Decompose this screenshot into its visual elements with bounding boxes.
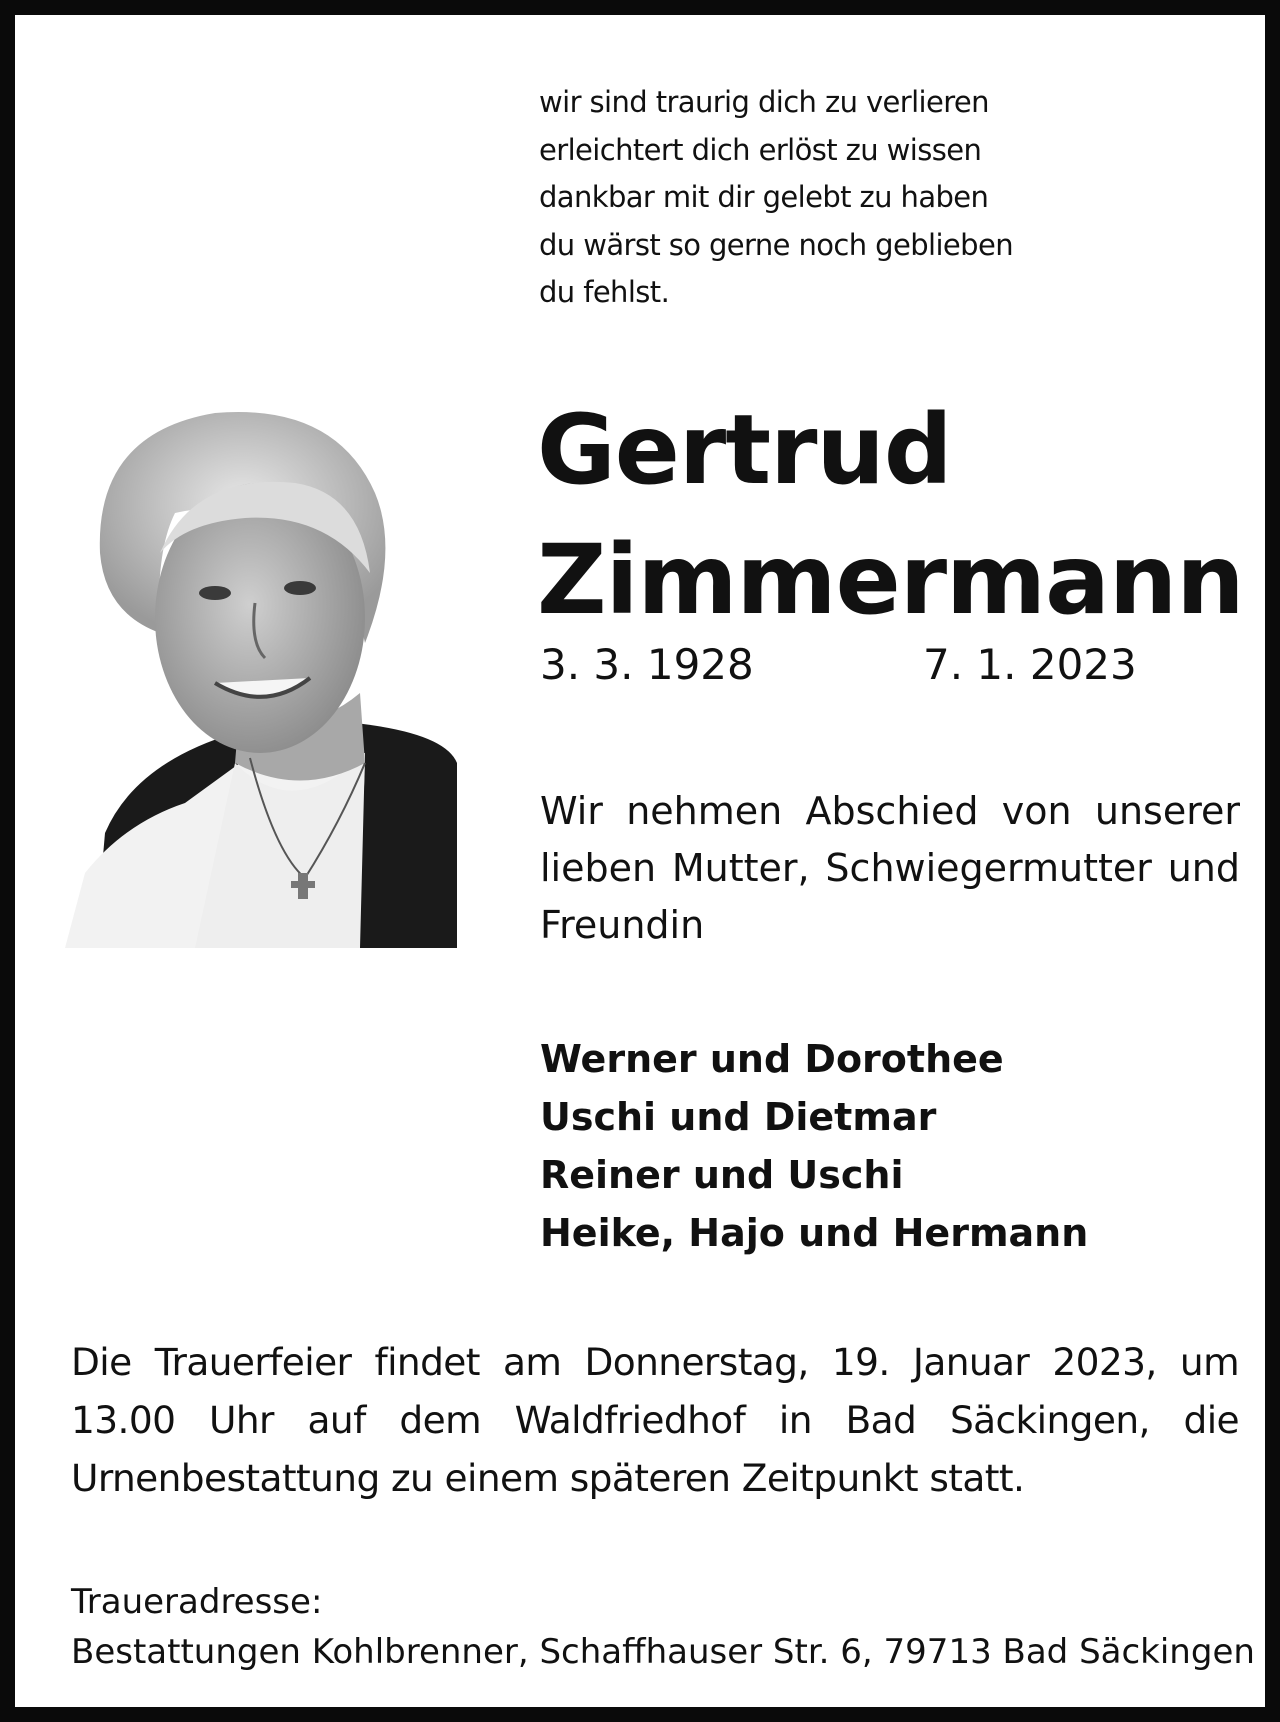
death-date: 7. 1. 2023 — [923, 640, 1137, 689]
mourning-address — [71, 1577, 1255, 1677]
family-member: Uschi und Dietmar — [540, 1095, 937, 1139]
last-name: Zimmermann — [537, 524, 1244, 636]
farewell-text: Wir nehmen Abschied von unserer lieben Mutter, Schwiegermutter und Freundin — [540, 789, 1240, 947]
family-member: Heike, Hajo und Hermann — [540, 1211, 1089, 1255]
deceased-name — [537, 385, 1244, 645]
address-line: Bestattungen Kohlbrenner, Schaffhauser Str. 6, 79713 Bad Säckingen — [71, 1632, 1255, 1672]
poem-line: du fehlst. — [539, 275, 670, 309]
poem — [539, 79, 1139, 317]
family-list — [540, 1030, 1088, 1262]
portrait-photo-icon — [65, 403, 505, 948]
ceremony-text: Die Trauerfeier findet am Donnerstag, 19. Januar 2023, um 13.00 Uhr auf dem Waldfriedhof in Bad Säckingen, die Urnenbestattung zu einem späteren Zeitpunkt statt. — [71, 1340, 1239, 1500]
address-label: Traueradresse: — [71, 1582, 323, 1622]
family-member: Reiner und Uschi — [540, 1153, 904, 1197]
birth-date: 3. 3. 1928 — [540, 640, 754, 689]
poem-line: erleichtert dich erlöst zu wissen — [539, 132, 982, 167]
poem-line: wir sind traurig dich zu verlieren — [539, 85, 989, 119]
family-member: Werner und Dorothee — [540, 1037, 1004, 1081]
poem-line: du wärst so gerne noch geblieben — [539, 227, 1013, 262]
poem-line: dankbar mit dir gelebt zu haben — [539, 180, 989, 214]
first-name: Gertrud — [537, 394, 952, 506]
